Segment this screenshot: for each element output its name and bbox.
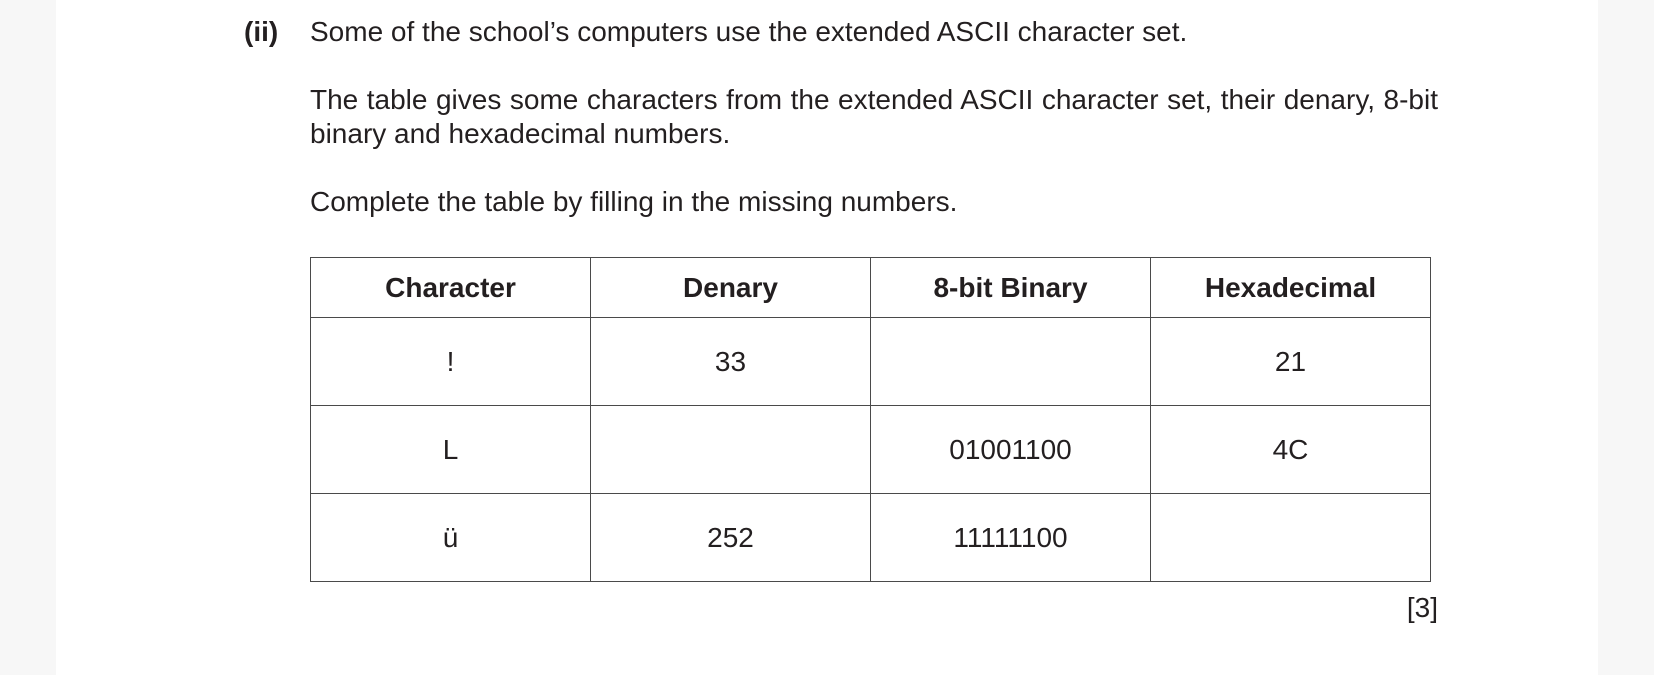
ascii-table — [310, 257, 1431, 582]
table-header-row — [311, 258, 1431, 318]
cell-binary-answer[interactable] — [871, 318, 1151, 406]
cell-denary: 33 — [591, 318, 871, 406]
question-intro: Some of the school’s computers use the extended ASCII character set. — [310, 16, 1188, 47]
page-margin-right — [1598, 0, 1654, 675]
marks-allocation: [3] — [1406, 592, 1438, 623]
cell-hexadecimal: 21 — [1151, 318, 1431, 406]
header-hexadecimal: Hexadecimal — [1151, 258, 1431, 318]
cell-hexadecimal: 4C — [1151, 406, 1431, 494]
cell-denary: 252 — [591, 494, 871, 582]
question-description: The table gives some characters from the extended ASCII character set, their denary, 8-bit binary and hexadecimal numbers. — [310, 84, 1438, 149]
cell-binary: 01001100 — [871, 406, 1151, 494]
header-character: Character — [311, 258, 591, 318]
header-binary: 8-bit Binary — [871, 258, 1151, 318]
page-margin-left — [0, 0, 56, 675]
cell-hexadecimal-answer[interactable] — [1151, 494, 1431, 582]
table-row — [311, 494, 1431, 582]
cell-character: L — [311, 406, 591, 494]
table-row — [311, 406, 1431, 494]
cell-denary-answer[interactable] — [591, 406, 871, 494]
question-instruction: Complete the table by filling in the missing numbers. — [310, 186, 958, 217]
cell-binary: 11111100 — [871, 494, 1151, 582]
header-denary: Denary — [591, 258, 871, 318]
question-part-label: (ii) — [244, 16, 279, 47]
cell-character: ! — [311, 318, 591, 406]
cell-character: ü — [311, 494, 591, 582]
table-row — [311, 318, 1431, 406]
